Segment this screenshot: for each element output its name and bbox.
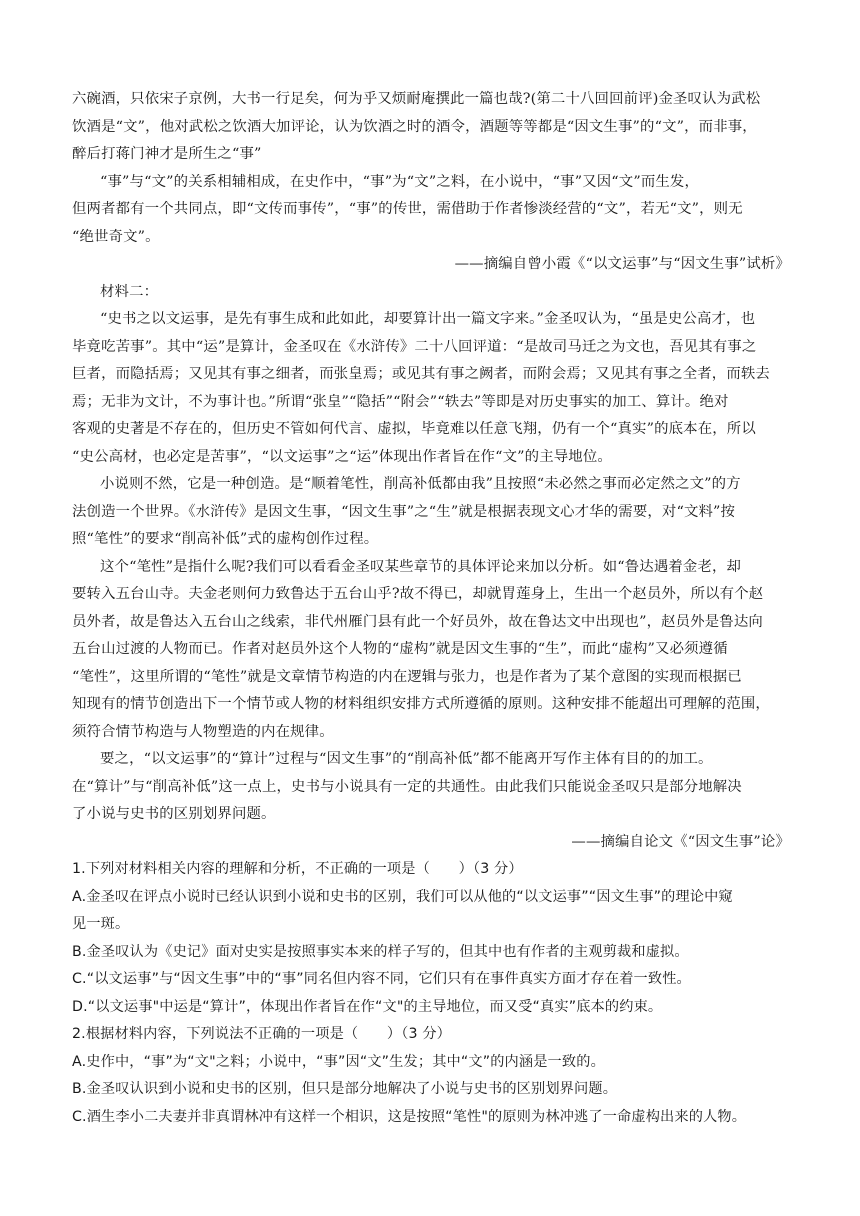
text-line: 但两者都有一个共同点，即“文传而事传”，“事”的传世，需借助于作者惨淡经营的“文”，若无“文”，则无 xyxy=(72,201,743,217)
option-c: C.酒生李小二夫妻并非真谓林冲有这样一个相识，这是按照“笔性"的原则为林冲逃了一命虚构出来的人物。 xyxy=(72,1108,747,1125)
document-page xyxy=(72,86,790,1131)
option-d: D.“以文运事"中运是“算计”，体现出作者旨在作“文"的主导地位，而又受“真实”底本的约束。 xyxy=(72,998,663,1015)
text-line: 客观的史著是不存在的，但历史不管如何代言、虚拟，毕竟难以任意飞翔，仍有一个“真实”的底本在，所以 xyxy=(72,421,756,437)
text-line: 巨者，而隐括焉；又见其有事之细者，而张皇焉；或见其有事之阙者，而附会焉；又见其有事之全者，而轶去 xyxy=(72,366,770,382)
text-line: 毕竟吃苦事”。其中“运”是算计，金圣叹在《水浒传》二十八回评道：“是故司马迁之为文也，吾见其有事之 xyxy=(72,338,757,355)
text-line: 醉后打蒋门神才是所生之“事” xyxy=(72,146,262,162)
text-line: 员外者，故是鲁达入五台山之线索，非代州雁门县有此一个好员外，故在鲁达文中出现也”，赵员外是鲁达向 xyxy=(72,613,763,630)
option-a-cont: 见一斑。 xyxy=(72,916,130,932)
text-line: 五台山过渡的人物而已。作者对赵员外这个人物的“虚构”就是因文生事的“生”，而此“虚构”又必须遵循 xyxy=(72,641,728,657)
text-line: “史公高材，也必定是苦事”，“以文运事”之“运”体现出作者旨在作“文”的主导地位。 xyxy=(72,448,612,465)
text-line: 了小说与史书的区别划界问题。 xyxy=(72,806,276,822)
option-a: A.史作中，“事”为“文"之料；小说中，“事”因“文”生发；其中“文”的内涵是一致的。 xyxy=(72,1053,605,1070)
question-stem: 1.下列对材料相关内容的理解和分析，不正确的一项是（ ）（3 分） xyxy=(72,861,523,877)
option-b: B.金圣叹认识到小说和史书的区别，但只是部分地解决了小说与史书的区别划界问题。 xyxy=(72,1081,618,1097)
text-line: “事”与“文”的关系相辅相成，在史作中，“事”为“文”之料，在小说中，“事”又因“文”而生发， xyxy=(100,173,700,190)
question-stem: 2.根据材料内容，下列说法不正确的一项是（ ）（3 分） xyxy=(72,1026,452,1042)
source-citation: ——摘编自曾小霞《“以文运事”与“因文生事”试析》 xyxy=(454,256,790,272)
text-line: “笔性”，这里所谓的“笔性”就是文章情节构造的内在逻辑与张力，也是作者为了某个意图的实现而根据已 xyxy=(72,668,742,685)
text-line: 要之，“以文运事”的“算计”过程与“因文生事”的“削高补低”都不能离开写作主体有目的的加工。 xyxy=(100,751,713,767)
text-line: “史书之以文运事，是先有事生成和此如此，却要算计出一篇文字来。”金圣叹认为，“虽是史公高才，也 xyxy=(100,311,756,327)
option-a: A.金圣叹在评点小说时已经认识到小说和史书的区别，我们可以从他的“以文运事”“因文生事”的理论中窥 xyxy=(72,888,733,905)
text-line: 法创造一个世界。《水浒传》是因文生事，“因文生事”之“生”就是根据表现文心才华的需要，对“文料”按 xyxy=(72,503,736,520)
text-line: 知现有的情节创造出下一个情节或人物的材料组织安排方式所遵循的原则。这种安排不能超出可理解的范围， xyxy=(72,696,770,712)
text-line: 饮酒是“文”，他对武松之饮酒大加评论，认为饮酒之时的酒令，酒题等等都是“因文生事”的“文”，而非事， xyxy=(72,118,757,135)
text-line: 六碗酒，只依宋子京例，大书一行足矣，何为乎又烦耐庵撰此一篇也哉?(第二十八回回前评)金圣叹认为武松 xyxy=(72,91,761,107)
text-line: 焉；无非为文计，不为事计也。”所谓“张皇”“隐括”“附会”“轶去”等即是对历史事实的加工、算计。绝对 xyxy=(72,393,729,410)
text-line: 在“算计”与“削高补低”这一点上，史书与小说具有一定的共通性。由此我们只能说金圣叹只是部分地解决 xyxy=(72,778,742,795)
text-line: “绝世奇文”。 xyxy=(72,228,160,245)
section-heading: 材料二： xyxy=(100,283,159,300)
text-line: 小说则不然，它是一种创造。是“顺着笔性，削高补低都由我”且按照“未必然之事而必定然之文”的方 xyxy=(100,476,741,492)
option-c: C.“以文运事”与“因文生事”中的“事”同名但内容不同，它们只有在事件真实方面才存在着一致性。 xyxy=(72,971,691,987)
text-line: 照“笔性”的要求“削高补低”式的虚构创作过程。 xyxy=(72,531,379,547)
source-citation: ——摘编自论文《“因文生事”论》 xyxy=(571,833,790,850)
text-line: 这个“笔性”是指什么呢?我们可以看看金圣叹某些章节的具体评论来加以分析。如“鲁达遇着金老，却 xyxy=(100,558,742,575)
option-b: B.金圣叹认为《史记》面对史实是按照事实本来的样子写的，但其中也有作者的主观剪裁和虚拟。 xyxy=(72,943,689,960)
text-line: 须符合情节构造与人物塑造的内在规律。 xyxy=(72,723,334,740)
text-line: 要转入五台山寺。夫金老则何力致鲁达于五台山乎?故不得已，却就胃莲身上，生出一个赵员外，所以有个赵 xyxy=(72,586,764,602)
